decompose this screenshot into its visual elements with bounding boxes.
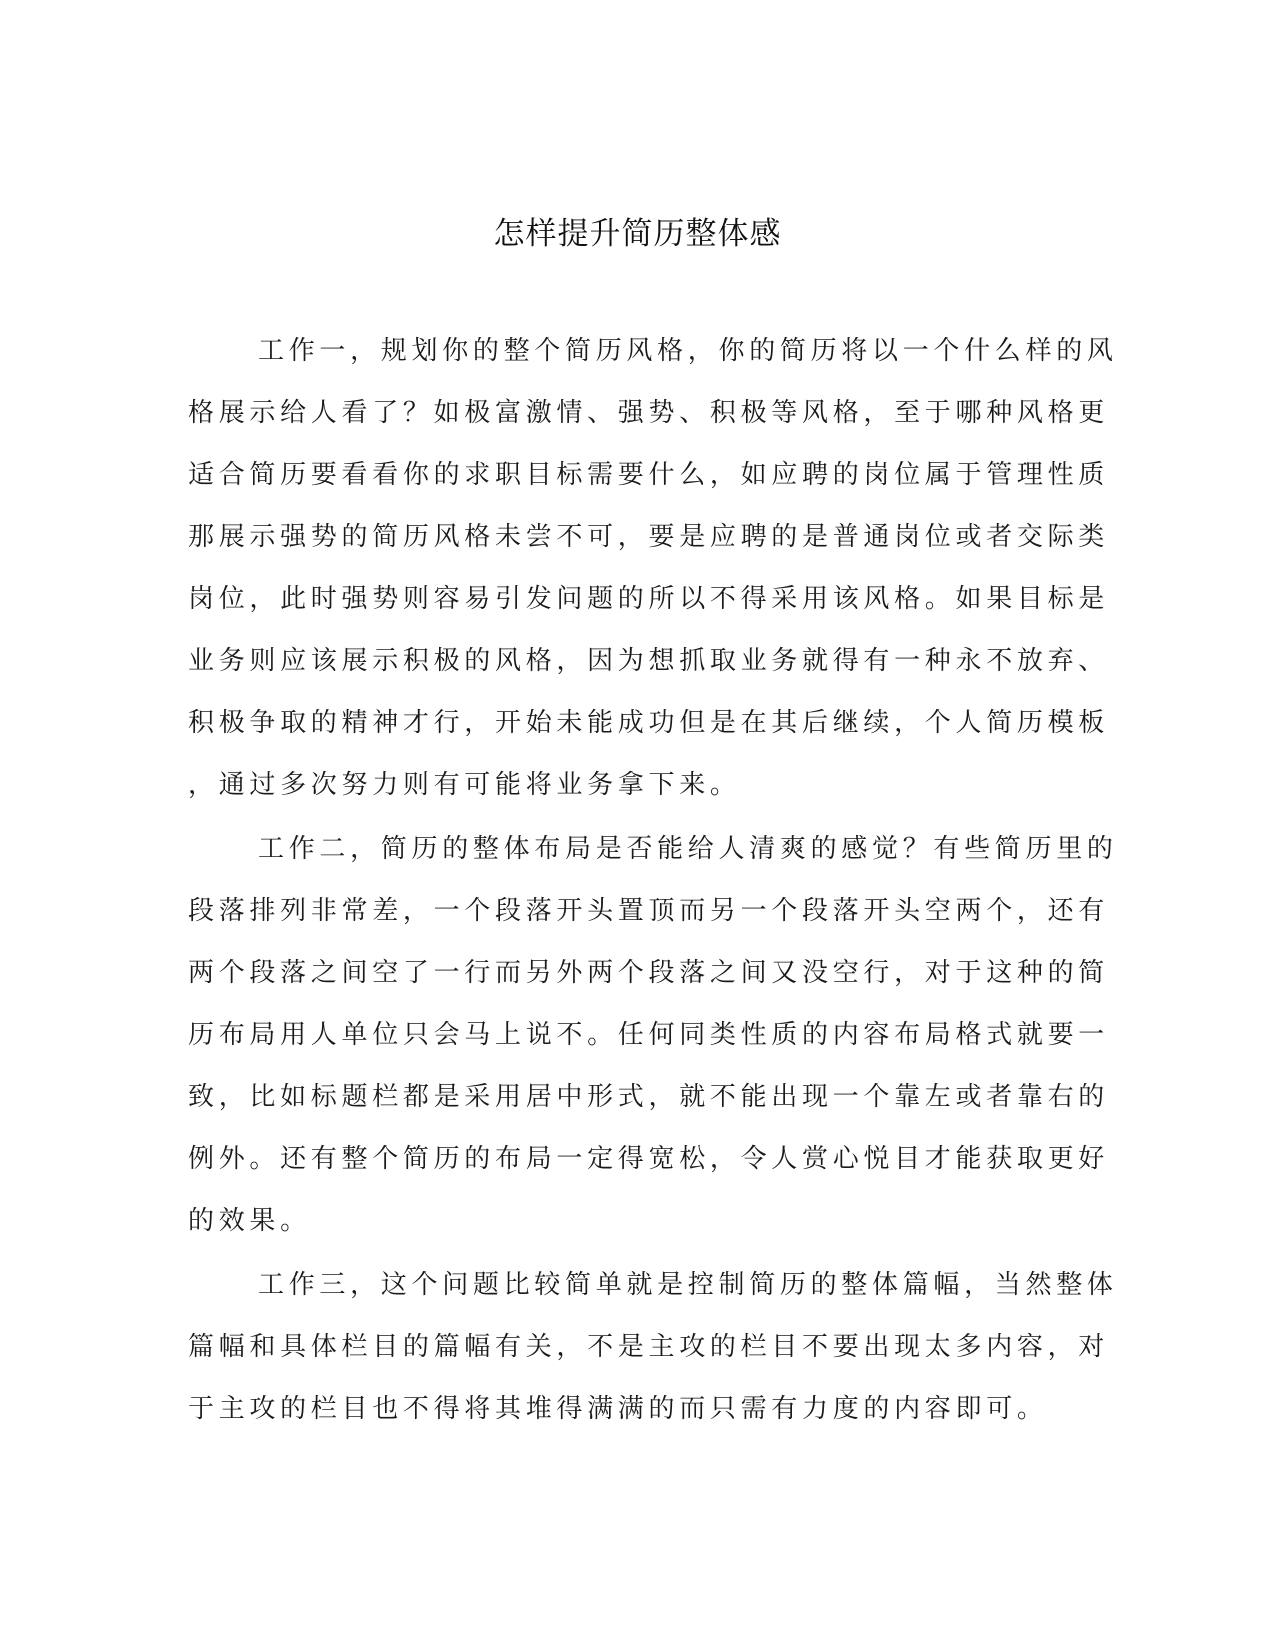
document-title: 怎样提升简历整体感 [493,216,782,252]
paragraph-line: 工作二，简历的整体布局是否能给人清爽的感觉？有些简历里的 [258,834,1118,864]
paragraph-1 [188,320,1118,816]
paragraph-line: 于主攻的栏目也不得将其堆得满满的而只需有力度的内容即可。 [188,1394,1048,1424]
paragraph-line: 工作一，规划你的整个简历风格，你的简历将以一个什么样的风 [258,336,1118,366]
paragraph-line: 业务则应该展示积极的风格，因为想抓取业务就得有一种永不放弃、 [188,646,1110,676]
paragraph-line: 岗位，此时强势则容易引发问题的所以不得采用该风格。如果目标是 [188,584,1110,614]
paragraph-2 [188,818,1118,1252]
paragraph-line: 的效果。 [188,1206,311,1236]
paragraph-line: 工作三，这个问题比较简单就是控制简历的整体篇幅，当然整体 [258,1270,1118,1300]
paragraph-line: 例外。还有整个简历的布局一定得宽松，令人赏心悦目才能获取更好 [188,1144,1110,1174]
paragraph-line: 段落排列非常差，一个段落开头置顶而另一个段落开头空两个，还有 [188,896,1110,926]
paragraph-line: 历布局用人单位只会马上说不。任何同类性质的内容布局格式就要一 [188,1020,1110,1050]
paragraph-line: ，通过多次努力则有可能将业务拿下来。 [188,770,741,800]
paragraph-line: 格展示给人看了？如极富激情、强势、积极等风格，至于哪种风格更 [188,398,1110,428]
paragraph-line: 致，比如标题栏都是采用居中形式，就不能出现一个靠左或者靠右的 [188,1082,1110,1112]
paragraph-line: 适合简历要看看你的求职目标需要什么，如应聘的岗位属于管理性质 [188,460,1110,490]
paragraph-line: 篇幅和具体栏目的篇幅有关，不是主攻的栏目不要出现太多内容，对 [188,1332,1110,1362]
paragraph-line: 那展示强势的简历风格未尝不可，要是应聘的是普通岗位或者交际类 [188,522,1110,552]
paragraph-3 [188,1254,1118,1440]
paragraph-line: 两个段落之间空了一行而另外两个段落之间又没空行，对于这种的简 [188,958,1110,988]
document-body [188,320,1118,1442]
paragraph-line: 积极争取的精神才行，开始未能成功但是在其后继续，个人简历模板 [188,708,1110,738]
